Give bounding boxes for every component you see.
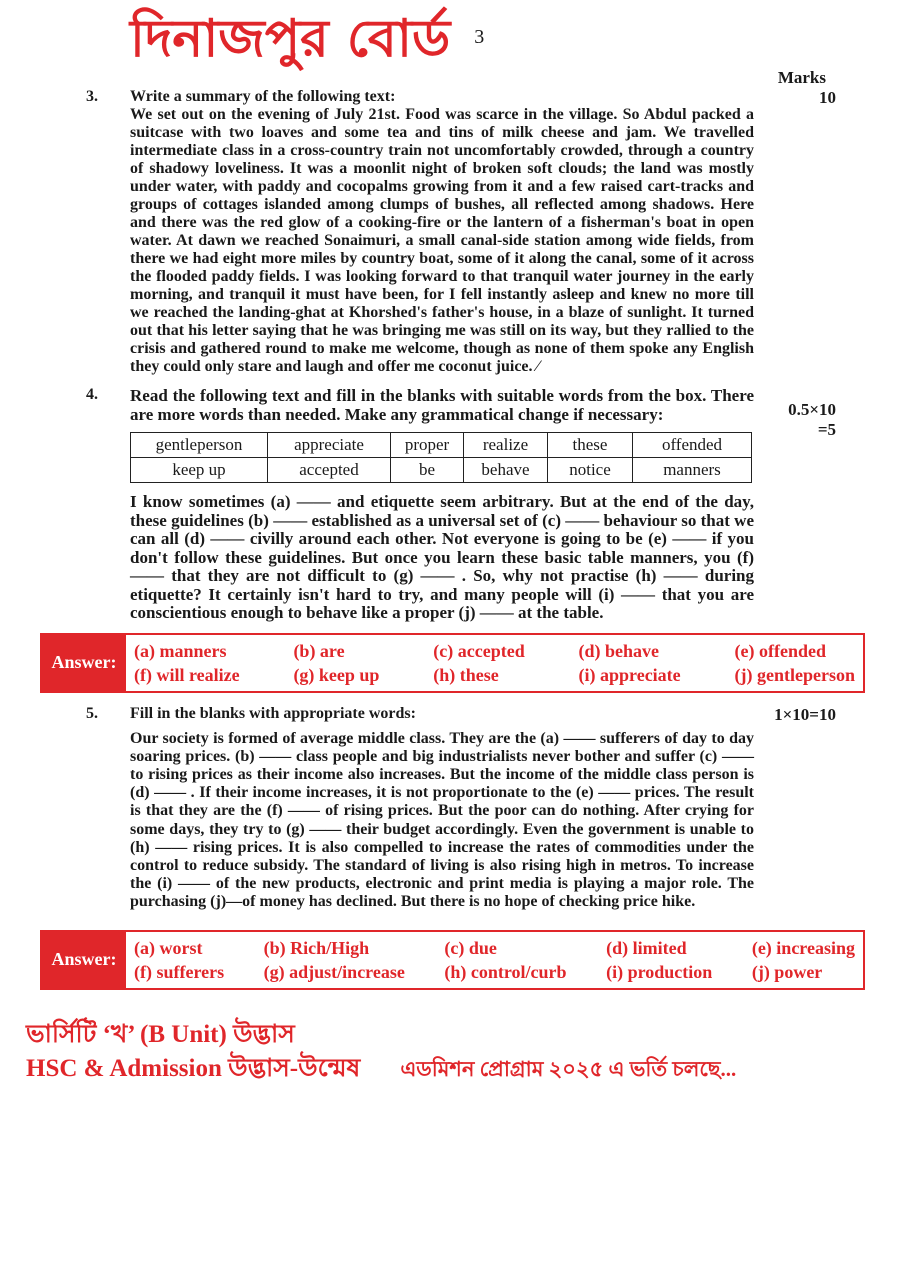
board-title: দিনাজপুর বোর্ড [130,9,451,69]
word-cell: keep up [131,458,268,483]
q5-number: 5. [86,704,98,722]
q4-marks-line1: 0.5×10 [788,400,836,419]
answer-grid [126,635,863,691]
q3-prompt: Write a summary of the following text: [130,88,396,105]
answer-item: (h) these [433,664,499,685]
word-box [130,432,752,483]
q4-prompt: Read the following text and fill in the blanks with suitable words from the box. There are more words than needed. Make any grammatical change if necessary: [130,386,754,424]
q3-passage: We set out on the evening of July 21st. Food was scarce in the village. So Abdul packed a suitcase with two loaves and some tea and tins of milk cheese and jam. We travelled intermediate class in a cross-country train not uncomfortably crowded, through a country of shadowy loveliness. It was a moonlit night of broken soft clouds; the land was mostly under water, with paddy and cocopalms growing from it and a few raised cart-tracks and groups of cottages islanded among clumps of bushes, all reflected among shadows. Here and there was the red glow of a cooking-fire or the lantern of a fisherman's boat in open water. At dawn we reached Sonaimuri, a small canal-side station among wide fields, from there we had eight more miles by country boat, some of it along the canal, some of it across the flooded paddy fields. I was looking forward to that tranquil water journey in the early morning, and tranquil it must have been, for I fell instantly asleep and knew no more till we reached the landing-ghat at Khorshed's father's house, in a blaze of sunlight. It turned out that his letter saying that he was bringing me was still on its way, but they rallied to the crisis and gathered round to make me welcome, though as none of them spoke any English they could only stare and laugh and offer me coconut juice. ⁄ [130,106,754,375]
answer-item: (i) appreciate [578,664,681,685]
footer [0,1018,905,1098]
answer-item: (j) gentleperson [734,664,855,685]
answer-item: (d) behave [578,640,660,661]
answer-item: (i) production [606,961,713,982]
answer-item: (f) sufferers [134,961,225,982]
word-cell: these [548,433,633,458]
answer-item: (e) increasing [751,937,855,958]
word-cell: gentleperson [131,433,268,458]
question-5 [86,705,905,912]
answer-item: (g) adjust/increase [263,961,405,982]
word-box-row [131,433,752,458]
q5-prompt: Fill in the blanks with appropriate words: [130,704,416,722]
marks-heading: Marks [777,68,826,87]
q4-body [130,386,754,623]
word-cell: proper [391,433,464,458]
answer-label: Answer: [42,932,126,988]
answer-item: (g) keep up [293,664,380,685]
word-cell: accepted [268,458,391,483]
question-3 [86,88,905,376]
q5-passage: Our society is formed of average middle class. They are the (a) —— sufferers of day to day soaring prices. (b) —— class people and big industrialists never bother and suffer (c) —— to rising prices as their income also increases. But the income of the middle class person is (d) —— . If their income increases, it is not proportionate to the (e) —— prices. The result is that they are the (f) —— of rising prices. But the poor can do nothing. After crying for some days, they try to (g) —— their budget accordingly. Even the government is unable to (h) —— rising prices. It is also compelled to increase the rates of commodities under the control to reduce subsidy. The standard of living is also rising high in metros. To increase the (i) —— of the new products, electronic and print media is playing a major role. The purchasing (j)—of money has declined. But there is no hope of checking price hike. [130,729,754,911]
answer-item: (d) limited [606,937,687,958]
answer-item: (a) worst [134,937,203,958]
q5-body [130,705,754,912]
q4-answer-box [40,633,865,693]
question-4 [86,386,905,623]
q4-marks [754,400,836,623]
header [130,8,905,70]
q3-number: 3. [86,88,98,105]
q5-answer-box [40,930,865,990]
footer-promo: এডমিশন প্রোগ্রাম ২০২৫ এ ভর্তি চলছে... [400,1056,737,1081]
answer-label: Answer: [42,635,126,691]
word-cell: behave [464,458,548,483]
answer-item: (e) offended [734,640,826,661]
footer-unit-line: ভার্সিটি ‘খ’ (B Unit) উদ্ভাস [26,1020,295,1048]
answer-item: (c) due [444,937,497,958]
page-number: 3 [474,26,485,48]
answer-grid [126,932,863,988]
footer-row [26,1052,905,1086]
word-cell: offended [633,433,752,458]
q3-body [130,88,754,376]
q4-marks-line2: =5 [817,420,836,439]
word-cell: notice [548,458,633,483]
word-cell: realize [464,433,548,458]
word-box-row [131,458,752,483]
answer-item: (f) will realize [134,664,240,685]
q5-marks: 1×10=10 [774,704,836,724]
q3-marks: 10 [819,88,836,107]
q4-number: 4. [86,386,98,403]
word-cell: appreciate [268,433,391,458]
answer-item: (b) Rich/High [263,937,370,958]
answer-item: (h) control/curb [444,961,567,982]
answer-item: (j) power [751,961,823,982]
answer-item: (a) manners [134,640,227,661]
answer-item: (b) are [293,640,345,661]
word-cell: be [391,458,464,483]
word-cell: manners [633,458,752,483]
answer-item: (c) accepted [433,640,525,661]
footer-brand-line: HSC & Admission উদ্ভাস-উন্মেষ [26,1054,361,1082]
q4-passage: I know sometimes (a) —— and etiquette seem arbitrary. But at the end of the day, these guidelines (b) —— established as a universal set of (c) —— behaviour so that we can all (d) —— civilly around each other. Not everyone is going to be (e) —— if you don't follow these guidelines. But once you learn these basic table manners, you (f) —— that they are not difficult to (g) —— . So, why not practise (h) —— during etiquette? It certainly isn't hard to try, and many people will (i) —— that you are conscientious enough to behave like a proper (j) —— at the table. [130,492,754,622]
